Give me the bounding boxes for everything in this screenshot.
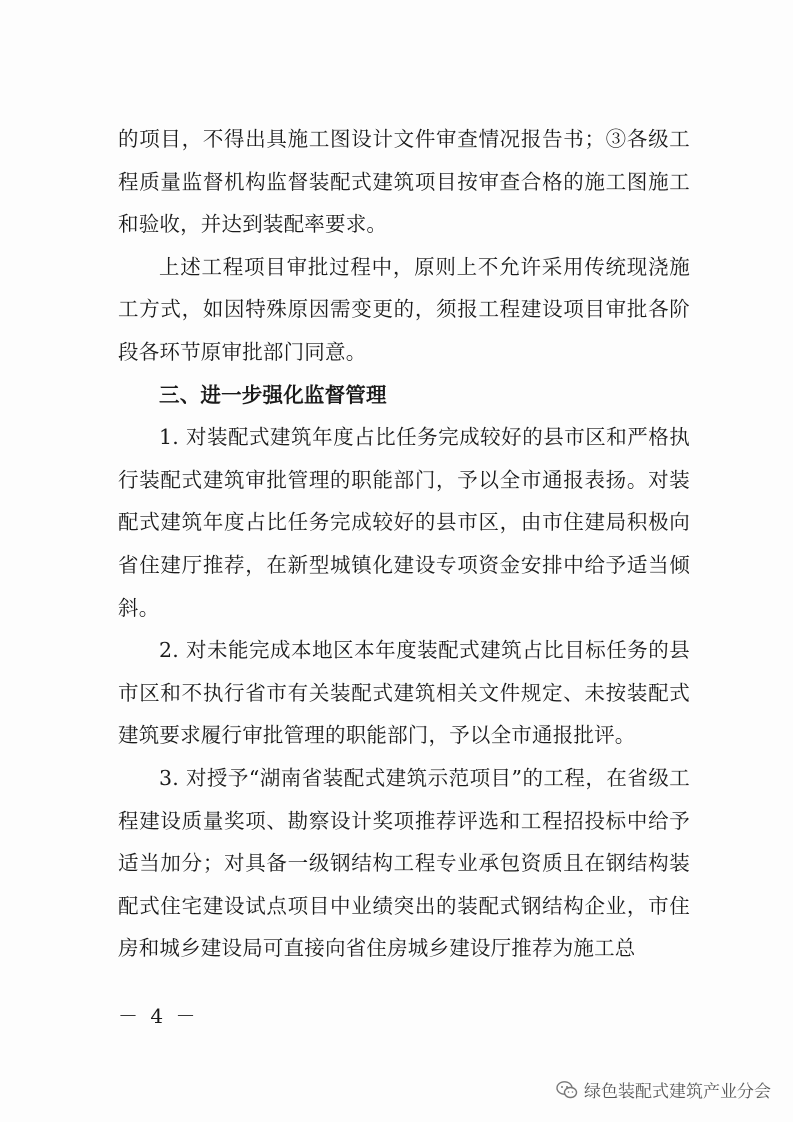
paragraph-item-2: 2. 对未能完成本地区本年度装配式建筑占比目标任务的县市区和不执行省市有关装配式建筑相关文件规定、未按装配式建筑要求履行审批管理的职能部门，予以全市通报批评。 — [118, 638, 690, 748]
paragraph-item-1: 1. 对装配式建筑年度占比任务完成较好的县市区和严格执行装配式建筑审批管理的职能部门，予以全市通报表扬。对装配式建筑年度占比任务完成较好的县市区，由市住建局积极向省住建厅推荐，在新型城镇化建设专项资金安排中给予适当倾斜。 — [118, 425, 690, 620]
paragraph-1: 的项目，不得出具施工图设计文件审查情况报告书；③各级工程质量监督机构监督装配式建筑项目按审查合格的施工图施工和验收，并达到装配率要求。 — [118, 127, 690, 237]
paragraph-item-3: 3. 对授予“湖南省装配式建筑示范项目”的工程，在省级工程建设质量奖项、勘察设计奖项推荐评选和工程招投标中给予适当加分；对具备一级钢结构工程专业承包资质且在钢结构装配式住宅建设试点项目中业绩突出的装配式钢结构企业，市住房和城乡建设局可直接向省住房城乡建设厅推荐为施工总 — [118, 765, 690, 961]
watermark — [556, 1077, 771, 1102]
watermark-text: 绿色装配式建筑产业分会 — [584, 1082, 771, 1102]
wechat-icon — [556, 1080, 578, 1100]
paragraph-2: 上述工程项目审批过程中，原则上不允许采用传统现浇施工方式，如因特殊原因需变更的，须报工程建设项目审批各阶段各环节原审批部门同意。 — [118, 254, 690, 364]
body-text — [118, 118, 690, 970]
page-number: － 4 － — [118, 1004, 199, 1028]
section-heading: 三、进一步强化监督管理 — [159, 382, 387, 407]
